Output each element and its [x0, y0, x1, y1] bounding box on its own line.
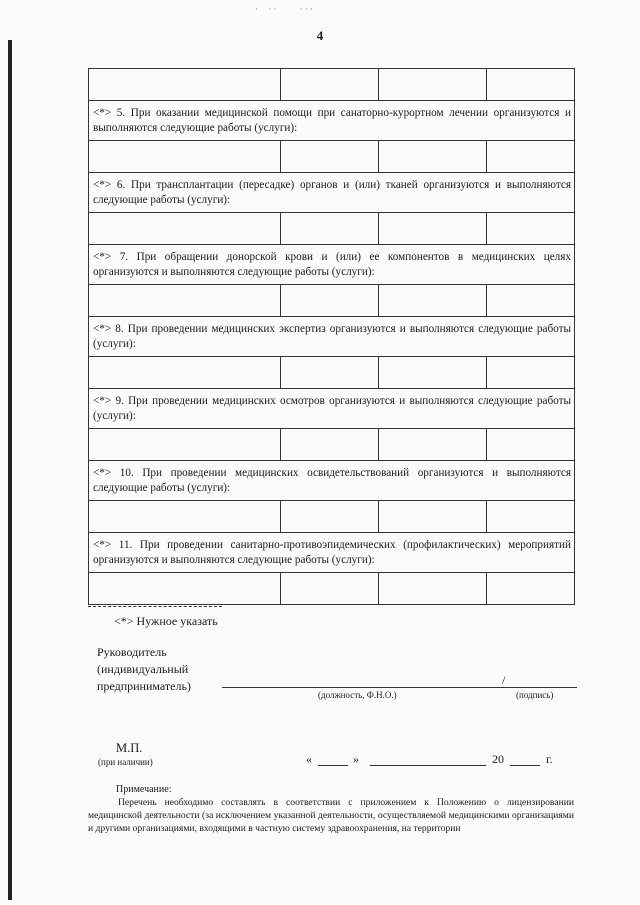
footnote: <*> Нужное указать: [114, 614, 218, 628]
footnote-divider: [88, 606, 222, 607]
table-section-row: [89, 317, 575, 357]
table-row-empty: [89, 501, 575, 533]
stamp-label: М.П.: [116, 741, 143, 755]
signature-label: (подпись): [516, 690, 554, 700]
date-month-line: [370, 765, 486, 766]
date-year-line: [510, 765, 540, 766]
note-title: Примечание:: [116, 784, 172, 795]
table-section-row: [89, 461, 575, 501]
signatory-line-2: (индивидуальный: [97, 662, 189, 676]
table-section-row: [89, 533, 575, 573]
table-row-empty: [89, 429, 575, 461]
scan-edge-bar: [8, 40, 12, 900]
table-row-empty: [89, 141, 575, 173]
table-section-row: [89, 389, 575, 429]
page-number: 4: [316, 28, 324, 43]
date-day-line: [318, 765, 348, 766]
table-row-empty: [89, 213, 575, 245]
section-text: <*> 7. При обращении донорской крови и (или) ее компонентов в медицинских целях организуются и выполняются следующие работы (услуги):: [89, 245, 575, 285]
table-row-empty: [89, 573, 575, 605]
section-text: <*> 5. При оказании медицинской помощи при санаторно-курортном лечении организуются и выполняются следующие работы (услуги):: [89, 101, 575, 141]
scan-artifact: · ·· ···: [255, 4, 315, 14]
date-close-quote: »: [353, 752, 359, 766]
date-year-suffix: г.: [546, 752, 553, 766]
table-section-row: [89, 101, 575, 141]
table-section-row: [89, 245, 575, 285]
position-name-label: (должность, Ф.Н.О.): [318, 690, 397, 700]
signatory-line-3: предприниматель): [97, 679, 191, 693]
section-text: <*> 9. При проведении медицинских осмотров организуются и выполняются следующие работы (услуги):: [89, 389, 575, 429]
works-table: [88, 68, 575, 605]
table-row-empty: [89, 357, 575, 389]
signatory-line-1: Руководитель: [97, 645, 167, 659]
section-text: <*> 6. При трансплантации (пересадке) органов и (или) тканей организуются и выполняются следующие работы (услуги):: [89, 173, 575, 213]
signature-line: [222, 687, 577, 688]
stamp-sub-label: (при наличии): [98, 757, 153, 767]
signature-slash: /: [502, 673, 506, 687]
note-text: Перечень необходимо составлять в соответствии с приложением к Положению о лицензировании медицинской деятельности (за исключением указанной деятельности, осуществляемой медицинскими организациями и другими организациями, входящими в частную систему здравоохранения, на территории: [88, 797, 574, 834]
section-text: <*> 11. При проведении санитарно-противоэпидемических (профилактических) мероприятий организуются и выполняются следующие работы (услуги):: [89, 533, 575, 573]
table-section-row: [89, 173, 575, 213]
table-row-empty: [89, 69, 575, 101]
date-open-quote: «: [306, 752, 312, 766]
signatory-label: [97, 644, 191, 695]
section-text: <*> 8. При проведении медицинских экспертиз организуются и выполняются следующие работы (услуги):: [89, 317, 575, 357]
table-row-empty: [89, 285, 575, 317]
date-year-prefix: 20: [492, 752, 504, 766]
section-text: <*> 10. При проведении медицинских освидетельствований организуются и выполняются следующие работы (услуги):: [89, 461, 575, 501]
